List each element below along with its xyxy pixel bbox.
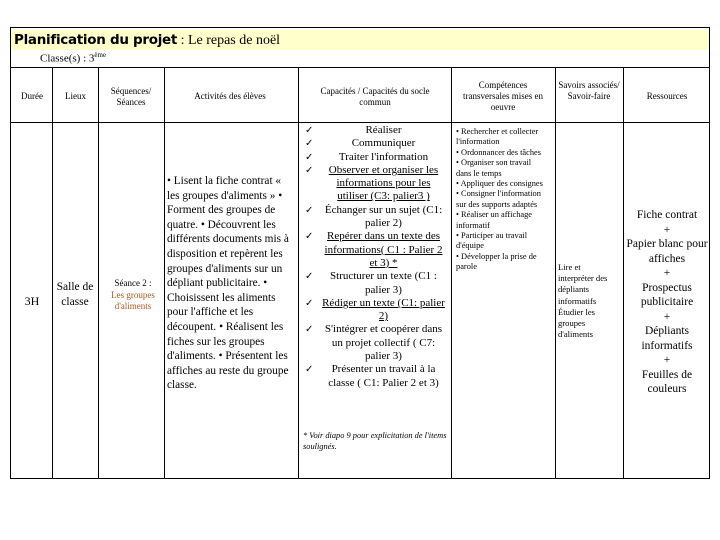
list-item: ✓ Réaliser [305, 124, 402, 136]
list-item: ✓ Repérer dans un texte des informations( C1 : Palier 2 et 3) * [305, 230, 443, 269]
classe-label: Classe(s) : 3ème [40, 51, 107, 65]
list-item: Fiche contrat [636, 209, 698, 221]
col-divider [98, 67, 99, 478]
col-divider [451, 67, 452, 478]
list-item: + [663, 310, 671, 323]
header-savoirs: Savoirs associés/ Savoir-faire [558, 80, 620, 101]
ressources-list [626, 208, 708, 397]
list-item: ✓ Observer et organiser les informations pour les utiliser (C3: palier3 ) [305, 163, 439, 203]
list-item: • Consigner l'information sur des supports adaptés [456, 189, 541, 209]
list-item: • Développer la prise de parole [456, 251, 537, 272]
check-icon: ✓ [305, 297, 314, 309]
col-divider [298, 67, 299, 478]
list-item: Feuilles de couleurs [641, 368, 693, 395]
header-ressources: Ressources [646, 91, 688, 101]
check-icon: ✓ [305, 138, 314, 150]
check-icon: ✓ [305, 364, 314, 376]
list-item: • Organiser son travail dans le temps [456, 158, 532, 178]
list-item: Prospectus publicitaire [640, 281, 694, 308]
duree-value: 3H [24, 294, 40, 308]
check-icon: ✓ [305, 324, 314, 336]
header-competences: Compétences transversales mises en oeuvre [463, 80, 543, 112]
competences-list [456, 127, 548, 273]
list-item: Papier blanc pour affiches [626, 238, 708, 265]
list-item: • Appliquer des consignes [456, 179, 543, 189]
capacites-list [305, 124, 445, 390]
list-item: • Réaliser un affichage informatif [456, 210, 533, 230]
check-icon: ✓ [305, 125, 314, 136]
col-divider [164, 67, 165, 478]
footnote: * Voir diapo 9 pour explicitation de l'items soulignés. [303, 431, 447, 451]
list-item: Dépliants informatifs [641, 325, 693, 352]
col-divider [52, 67, 53, 478]
table-top-line [11, 67, 709, 68]
list-item: ✓ Communiquer [305, 137, 416, 150]
header-capacites: Capacités / Capacités du socle commun [320, 86, 430, 107]
seance-cell [104, 278, 162, 313]
check-icon: ✓ [305, 151, 314, 163]
check-icon: ✓ [305, 271, 314, 283]
lieux-value: Salle de classe [56, 281, 94, 308]
check-icon: ✓ [305, 204, 314, 216]
header-duree: Durée [21, 91, 43, 101]
seance-title: Les groupes d'aliments [111, 289, 155, 311]
list-item: ✓ S'intégrer et coopérer dans un projet collectif ( C7: palier 3) [305, 323, 443, 363]
list-item: ✓ Structurer un texte (C1 : palier 3) [305, 270, 437, 296]
activites-text: • Lisent la fiche contrat « les groupes d'aliments » • Forment des groupes de quatre. • Découvrent les différents documents mis à disposition et repèrent les groupes d'aliments sur un dépliant publicitaire. • Choisissent les aliments pour l'affiche et les découpent. • Réalisent les fiches sur les groupes d'aliments. • Présentent les affiches au reste du groupe classe. [167, 175, 289, 392]
col-divider [623, 67, 624, 478]
page-title: Planification du projet : Le repas de noël [14, 32, 281, 48]
seance-label: Séance 2 : [114, 278, 152, 288]
list-item: + [663, 267, 671, 279]
table-header-line [11, 122, 709, 123]
list-item: ✓ Rédiger un texte (C1: palier 2) [305, 296, 445, 323]
list-item: • Ordonnancer des tâches [456, 147, 542, 157]
check-icon: ✓ [305, 231, 314, 243]
header-lieux: Lieux [65, 91, 86, 101]
savoirs-text: Lire et interpréter des dépliants informatifs Étudier les groupes d'aliments [558, 262, 608, 340]
list-item: + [663, 223, 671, 236]
list-item: ✓ Échanger sur un sujet (C1: palier 2) [305, 203, 443, 230]
list-item: ✓ Présenter un travail à la classe ( C1: Palier 2 et 3) [305, 363, 439, 389]
header-sequences: Séquences/ Séances [110, 86, 152, 107]
list-item: • Participer au travail d'équipe [456, 231, 528, 251]
list-item: + [663, 354, 671, 366]
list-item: • Rechercher et collecter l'information [456, 127, 539, 147]
check-icon: ✓ [305, 164, 314, 176]
header-activites: Activités des élèves [194, 91, 266, 101]
col-divider [555, 67, 556, 478]
list-item: ✓ Traiter l'information [305, 150, 429, 163]
